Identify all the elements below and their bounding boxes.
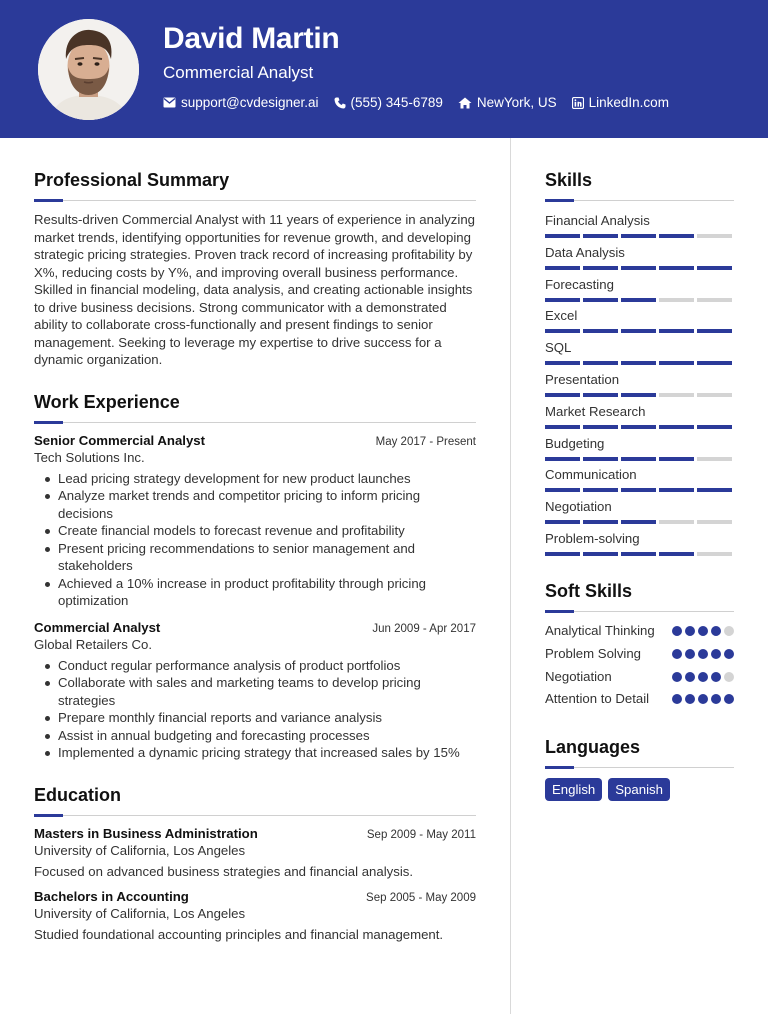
skill-level-segment	[697, 425, 732, 429]
skill-level-segment	[697, 552, 732, 556]
skill-level-segment	[697, 234, 732, 238]
skill-name: Excel	[545, 308, 578, 324]
skill-level-segment	[697, 266, 732, 270]
rating-dot	[711, 694, 721, 704]
degree-title: Bachelors in Accounting	[34, 888, 189, 904]
language-tag: Spanish	[608, 778, 670, 801]
skill-name: Communication	[545, 467, 637, 483]
skill-level-segment	[583, 520, 618, 524]
summary-text: Results-driven Commercial Analyst with 11 years of experience in analyzing market trends, identifying opportunities for revenue growth, and developing strategic pricing strategies. Proven track record of increasing profitability by X%, reducing costs by Y%, and improving overall business performance. Skilled in financial modeling, data analysis, and creating actionable insights to drive business decisions. Strong communicator with a demonstrated ability to collaborate cross-functionally and present findings to senior management. Seeking to leverage my expertise to drive success for a dynamic organization.	[34, 212, 476, 367]
soft-skill-name: Attention to Detail	[545, 691, 650, 707]
rating-dot	[698, 626, 708, 636]
skill-name: Financial Analysis	[545, 213, 650, 228]
list-item: Assist in annual budgeting and forecasting processes	[34, 727, 476, 745]
rating-dot	[711, 672, 721, 682]
skill-level-segment	[697, 393, 732, 397]
skill-level-segment	[659, 298, 694, 302]
skill-level-segment	[583, 393, 618, 397]
soft-skill-rating	[672, 690, 734, 704]
soft-skill-name: Problem Solving	[545, 646, 642, 662]
skill-level-segment	[583, 361, 618, 365]
rating-dot	[685, 626, 695, 636]
skill-item	[545, 499, 734, 531]
skills-list	[545, 213, 734, 563]
main-column	[34, 170, 476, 942]
skill-level-segment	[659, 488, 694, 492]
sidebar-column	[545, 170, 734, 801]
job-company: Tech Solutions Inc.	[34, 449, 145, 465]
rating-dot	[724, 626, 734, 636]
candidate-name: David Martin	[163, 22, 340, 55]
skill-level-segment	[545, 361, 580, 365]
section-rule	[34, 200, 476, 201]
skill-level-segment	[583, 457, 618, 461]
home-icon	[458, 97, 472, 109]
skill-level-segment	[697, 329, 732, 333]
section-rule	[545, 200, 734, 201]
skill-level-segment	[583, 298, 618, 302]
list-item: Present pricing recommendations to senior management and stakeholders	[34, 540, 476, 575]
soft-skill-rating	[672, 645, 734, 659]
job-bullets	[34, 657, 476, 762]
contact-email[interactable]	[163, 95, 319, 110]
skill-level-bar	[545, 393, 734, 397]
skill-level-segment	[697, 520, 732, 524]
list-item: Conduct regular performance analysis of product portfolios	[34, 657, 476, 675]
job-entry	[34, 620, 476, 762]
skill-item	[545, 340, 734, 372]
rating-dot	[672, 672, 682, 682]
soft-skill-rating	[672, 668, 734, 682]
linkedin-icon	[572, 97, 584, 109]
list-item: Implemented a dynamic pricing strategy that increased sales by 15%	[34, 744, 476, 762]
skill-level-segment	[545, 393, 580, 397]
education-entry	[34, 889, 476, 942]
skill-name: SQL	[545, 340, 572, 356]
soft-skill-rating	[672, 622, 734, 636]
skill-level-segment	[659, 425, 694, 429]
skill-level-bar	[545, 520, 734, 524]
section-title: Education	[34, 784, 122, 805]
skill-level-segment	[545, 457, 580, 461]
rating-dot	[724, 672, 734, 682]
column-divider	[510, 138, 511, 1014]
rating-dot	[685, 649, 695, 659]
soft-skill-item	[545, 622, 734, 640]
skill-item	[545, 404, 734, 436]
skill-level-bar	[545, 234, 734, 238]
skill-level-segment	[545, 329, 580, 333]
rating-dot	[672, 626, 682, 636]
job-title: Commercial Analyst	[34, 619, 161, 635]
skills-section	[545, 170, 734, 563]
skill-level-segment	[659, 393, 694, 397]
section-rule	[545, 611, 734, 612]
job-entry	[34, 433, 476, 610]
languages-list	[545, 778, 734, 801]
skill-level-bar	[545, 457, 734, 461]
phone-icon	[334, 97, 346, 109]
rating-dot	[698, 649, 708, 659]
job-bullets	[34, 470, 476, 610]
skill-level-segment	[621, 425, 656, 429]
candidate-title: Commercial Analyst	[163, 63, 314, 82]
skill-level-segment	[659, 552, 694, 556]
envelope-icon	[163, 97, 176, 108]
rating-dot	[711, 649, 721, 659]
skill-level-bar	[545, 425, 734, 429]
rating-dot	[672, 649, 682, 659]
soft-skills-section	[545, 581, 734, 708]
skill-level-bar	[545, 488, 734, 492]
soft-skill-item	[545, 690, 734, 708]
skill-level-segment	[659, 234, 694, 238]
email-text: support@cvdesigner.ai	[181, 95, 319, 110]
education-date: Sep 2009 - May 2011	[366, 828, 476, 841]
skill-level-segment	[621, 361, 656, 365]
section-title: Languages	[545, 736, 641, 757]
education-date: Sep 2005 - May 2009	[366, 891, 476, 904]
section-title: Skills	[545, 170, 593, 190]
skill-level-segment	[621, 552, 656, 556]
education-entry	[34, 826, 476, 879]
rating-dot	[698, 672, 708, 682]
skill-name: Market Research	[545, 403, 646, 419]
skill-level-bar	[545, 552, 734, 556]
skill-level-bar	[545, 361, 734, 365]
skill-level-segment	[545, 234, 580, 238]
skill-level-bar	[545, 329, 734, 333]
skill-item	[545, 308, 734, 340]
skill-level-segment	[621, 457, 656, 461]
rating-dot	[724, 649, 734, 659]
rating-dot	[698, 694, 708, 704]
language-tag: English	[545, 778, 602, 801]
skill-name: Budgeting	[545, 435, 605, 451]
linkedin-text: LinkedIn.com	[588, 95, 669, 110]
skill-item	[545, 277, 734, 309]
skill-level-bar	[545, 266, 734, 270]
skill-item	[545, 213, 734, 245]
contact-linkedin[interactable]	[572, 95, 669, 110]
section-title: Professional Summary	[34, 170, 230, 190]
contact-location	[458, 95, 557, 110]
list-item: Analyze market trends and competitor pricing to inform pricing decisions	[34, 487, 476, 522]
location-text: NewYork, US	[476, 95, 557, 110]
skill-level-segment	[545, 266, 580, 270]
skill-level-segment	[621, 234, 656, 238]
contact-list	[163, 95, 669, 110]
avatar	[38, 19, 139, 120]
skill-level-segment	[621, 329, 656, 333]
job-company: Global Retailers Co.	[34, 636, 153, 652]
list-item: Create financial models to forecast revenue and profitability	[34, 522, 476, 540]
skill-level-segment	[545, 520, 580, 524]
skill-level-segment	[659, 266, 694, 270]
skill-item	[545, 531, 734, 563]
skill-level-segment	[583, 266, 618, 270]
languages-section	[545, 737, 734, 801]
skill-name: Negotiation	[545, 499, 612, 515]
skill-level-segment	[583, 488, 618, 492]
section-title: Soft Skills	[545, 580, 633, 601]
skill-level-segment	[659, 520, 694, 524]
soft-skill-name: Analytical Thinking	[545, 622, 655, 638]
section-rule	[34, 422, 476, 423]
phone-text: (555) 345-6789	[350, 95, 443, 110]
soft-skills-list	[545, 622, 734, 708]
resume-header	[0, 0, 768, 138]
soft-skill-item	[545, 668, 734, 686]
skill-level-segment	[697, 298, 732, 302]
skill-item	[545, 467, 734, 499]
list-item: Achieved a 10% increase in product profitability through pricing optimization	[34, 575, 476, 610]
soft-skill-item	[545, 645, 734, 663]
experience-section	[34, 392, 476, 762]
skill-level-segment	[659, 457, 694, 461]
skill-level-segment	[659, 329, 694, 333]
skill-level-segment	[583, 234, 618, 238]
skill-level-segment	[659, 361, 694, 365]
school-name: University of California, Los Angeles	[34, 842, 246, 858]
education-desc: Focused on advanced business strategies and financial analysis.	[34, 863, 414, 879]
rating-dot	[672, 694, 682, 704]
job-date: May 2017 - Present	[375, 435, 476, 448]
section-title: Work Experience	[34, 391, 180, 412]
skill-level-segment	[697, 361, 732, 365]
skill-level-segment	[545, 425, 580, 429]
skill-level-segment	[583, 425, 618, 429]
skill-level-segment	[583, 552, 618, 556]
soft-skill-name: Negotiation	[545, 668, 612, 684]
education-desc: Studied foundational accounting principles and financial management.	[34, 926, 444, 942]
list-item: Lead pricing strategy development for new product launches	[34, 470, 476, 488]
contact-phone[interactable]	[334, 95, 443, 110]
skill-level-segment	[545, 298, 580, 302]
rating-dot	[685, 694, 695, 704]
job-date: Jun 2009 - Apr 2017	[372, 622, 476, 635]
skill-level-segment	[621, 488, 656, 492]
list-item: Collaborate with sales and marketing teams to develop pricing strategies	[34, 674, 476, 709]
skill-level-segment	[621, 520, 656, 524]
skill-item	[545, 245, 734, 277]
summary-section	[34, 170, 476, 369]
degree-title: Masters in Business Administration	[34, 825, 258, 841]
skill-level-segment	[621, 298, 656, 302]
skill-level-segment	[545, 552, 580, 556]
school-name: University of California, Los Angeles	[34, 905, 246, 921]
job-title: Senior Commercial Analyst	[34, 432, 206, 448]
skill-name: Data Analysis	[545, 244, 625, 260]
rating-dot	[685, 672, 695, 682]
skill-level-segment	[583, 329, 618, 333]
section-rule	[34, 815, 476, 816]
skill-name: Presentation	[545, 371, 620, 387]
skill-level-segment	[545, 488, 580, 492]
rating-dot	[724, 694, 734, 704]
rating-dot	[711, 626, 721, 636]
skill-level-segment	[621, 266, 656, 270]
skill-level-segment	[697, 488, 732, 492]
skill-level-segment	[621, 393, 656, 397]
skill-item	[545, 436, 734, 468]
education-section	[34, 785, 476, 942]
skill-name: Forecasting	[545, 276, 614, 292]
skill-level-segment	[697, 457, 732, 461]
skill-level-bar	[545, 298, 734, 302]
section-rule	[545, 767, 734, 768]
skill-item	[545, 372, 734, 404]
skill-name: Problem-solving	[545, 530, 640, 546]
list-item: Prepare monthly financial reports and variance analysis	[34, 709, 476, 727]
